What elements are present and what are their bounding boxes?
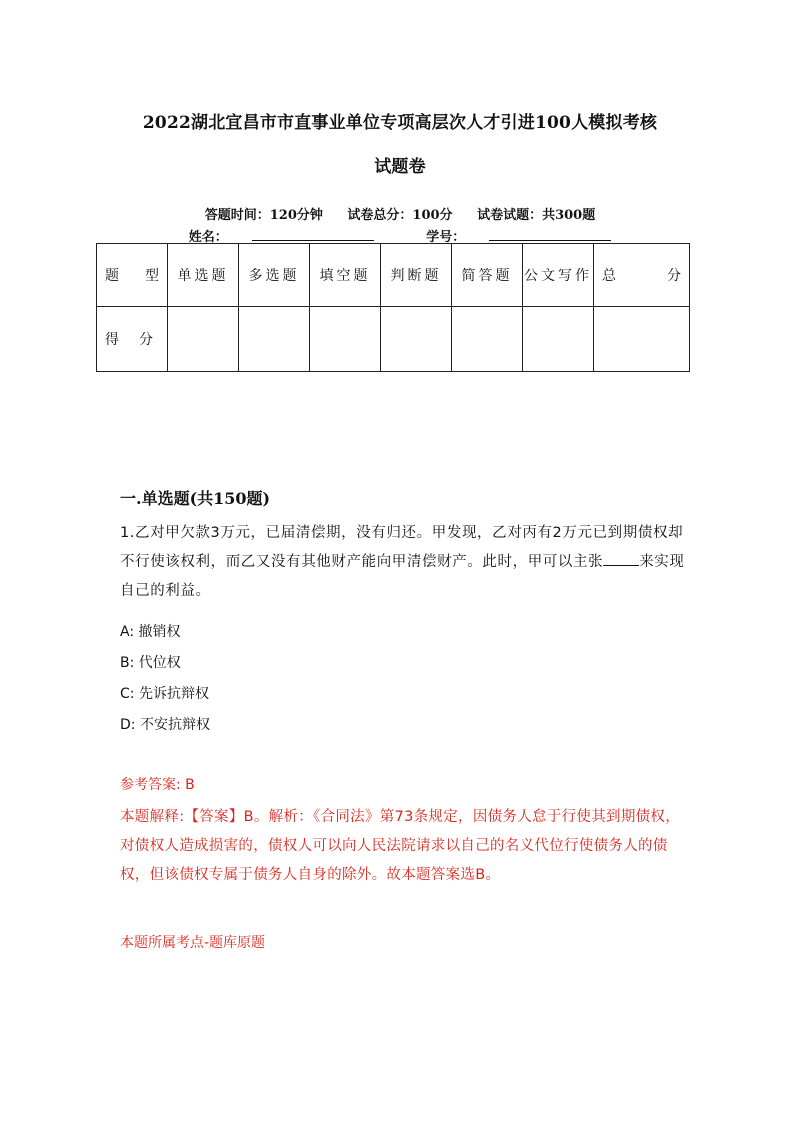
page-subtitle: 试题卷 xyxy=(374,157,426,177)
score-cell-total[interactable] xyxy=(594,307,690,372)
col-official-writing: 公文写作 xyxy=(523,244,594,307)
col-single-choice: 单选题 xyxy=(168,244,239,307)
exam-time: 答题时间：120分钟 xyxy=(204,208,323,223)
answer-explanation: 本题解释:【答案】B。解析：《合同法》第73条规定，因债务人怠于行使其到期债权，对债权人造成损害的，债权人可以向人民法院请求以自己的名义代位行使债务人的债权，但该债权专属于债务人自身的除外。故本题答案选B。 xyxy=(120,809,681,883)
score-cell[interactable] xyxy=(452,307,523,372)
page-title: 2022湖北宜昌市市直事业单位专项高层次人才引进100人模拟考核 xyxy=(142,113,658,133)
question-text-before: 1.乙对甲欠款3万元，已届清偿期，没有归还。甲发现，乙对丙有2万元已到期债权却不行使该权利，而乙又没有其他财产能向甲清偿财产。此时，甲可以主张 xyxy=(120,525,684,570)
row-label-score: 得 分 xyxy=(97,307,168,372)
id-blank xyxy=(489,228,611,241)
option-a: A: 撤销权 xyxy=(120,624,181,640)
score-cell[interactable] xyxy=(310,307,381,372)
col-multi-choice: 多选题 xyxy=(239,244,310,307)
option-c: C: 先诉抗辩权 xyxy=(120,686,209,702)
exam-info xyxy=(100,204,700,223)
knowledge-point: 本题所属考点-题库原题 xyxy=(120,935,266,951)
score-table xyxy=(96,243,690,372)
score-cell[interactable] xyxy=(381,307,452,372)
section-heading: 一.单选题(共150题) xyxy=(120,489,271,508)
name-label: 姓名： xyxy=(188,230,228,245)
score-cell[interactable] xyxy=(523,307,594,372)
id-label: 学号： xyxy=(426,230,466,245)
question-text xyxy=(120,519,685,606)
col-fill-blank: 填空题 xyxy=(310,244,381,307)
col-total: 总 分 xyxy=(594,244,690,307)
name-blank xyxy=(252,228,374,241)
score-cell[interactable] xyxy=(168,307,239,372)
score-row xyxy=(97,307,690,372)
option-d: D: 不安抗辩权 xyxy=(120,717,210,733)
row-label-type: 题 型 xyxy=(97,244,168,307)
col-true-false: 判断题 xyxy=(381,244,452,307)
score-cell[interactable] xyxy=(239,307,310,372)
exam-question-count: 试卷试题：共300题 xyxy=(477,208,596,223)
question-blank xyxy=(603,551,639,566)
question-type-row xyxy=(97,244,690,307)
exam-total-score: 试卷总分：100分 xyxy=(347,208,453,223)
question-text-after: 来实现自己的利益。 xyxy=(120,554,685,599)
col-short-answer: 简答题 xyxy=(452,244,523,307)
reference-answer: 参考答案: B xyxy=(120,777,195,793)
option-b: B: 代位权 xyxy=(120,655,181,671)
